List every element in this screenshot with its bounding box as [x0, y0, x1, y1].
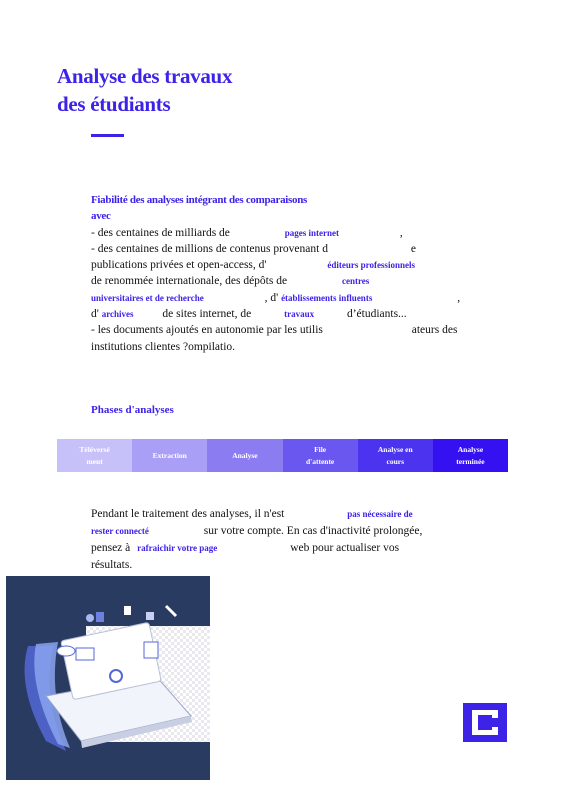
phase-step-queue [283, 439, 358, 472]
phase-label: Analyse [232, 450, 258, 460]
reliability-line-7 [91, 322, 491, 338]
text: sur votre compte. En cas d'inactivité prolongée, [203, 525, 423, 537]
highlight-archives: archives [101, 309, 134, 320]
phase-label: Téléversé [79, 444, 110, 454]
reliability-line-2 [91, 241, 491, 257]
phase-label: Extraction [152, 450, 187, 460]
reliability-line-4 [91, 273, 491, 289]
text: , d' [264, 291, 279, 304]
notice-line-4: résultats. [91, 559, 133, 571]
laptop-study-illustration-icon [6, 576, 210, 780]
phases-progress-bar [57, 439, 508, 472]
reliability-line-8: institutions clientes ?ompilatio. [91, 340, 236, 353]
phases-title: Phases d'analyses [91, 404, 174, 416]
text: de renommée internationale, des dépôts de [91, 275, 288, 288]
reliability-line-5 [91, 290, 491, 306]
phase-label: Analyse en [377, 444, 413, 454]
highlight-etablissements: établissements influents [281, 292, 373, 303]
text: , [457, 291, 461, 304]
phase-step-in-progress [358, 439, 433, 472]
title-line-1: Analyse des travaux [57, 64, 233, 88]
text: e [410, 242, 416, 255]
text: web pour actualiser vos [290, 542, 400, 554]
text: - des centaines de millions de contenus provenant d [91, 242, 328, 255]
reliability-heading-avec: avec [91, 210, 111, 223]
reliability-line-3 [91, 257, 491, 273]
text: publications privées et open-access, d' [91, 259, 267, 272]
highlight-rafraichir: rafraichir votre page [137, 543, 218, 553]
text: ateurs des [411, 324, 458, 337]
highlight-editeurs: éditeurs professionnels [327, 260, 415, 271]
reliability-line-1 [91, 225, 491, 241]
text: , [399, 226, 403, 239]
title-line-2: des étudiants [57, 92, 171, 116]
phase-step-analyse [207, 439, 282, 472]
highlight-pages-internet: pages internet [284, 227, 340, 238]
text: d’étudiants... [346, 308, 407, 321]
text: pensez à [91, 542, 131, 554]
phase-step-extraction [132, 439, 207, 472]
text: de sites internet, de [162, 308, 252, 321]
text: - des centaines de milliards de [91, 226, 230, 239]
highlight-centres: centres [341, 276, 370, 287]
phase-label: terminée [456, 456, 485, 466]
highlight-universitaires: universitaires et de recherche [91, 292, 204, 303]
phase-label: ment [86, 456, 103, 466]
highlight-pas-necessaire: pas nécessaire de [347, 509, 413, 519]
phase-step-done [433, 439, 508, 472]
phase-label: d'attente [305, 456, 335, 466]
reliability-section [91, 192, 491, 355]
page-title [57, 62, 232, 118]
highlight-travaux: travaux [284, 309, 315, 320]
highlight-rester-connecte: rester connecté [91, 526, 149, 536]
text: - les documents ajoutés en autonomie par les utilis [91, 324, 323, 337]
notice-paragraph [91, 506, 471, 574]
phase-label: Analyse [457, 444, 484, 454]
text: d' [91, 308, 99, 321]
phase-step-upload [57, 439, 132, 472]
logo-mark [463, 703, 507, 742]
title-underline [91, 134, 124, 137]
reliability-heading: Fiabilité des analyses intégrant des comparaisons [91, 194, 307, 206]
notice-line-3 [91, 540, 471, 557]
reliability-line-6 [91, 306, 491, 322]
compilatio-logo-icon [463, 703, 507, 742]
phase-label: File [314, 444, 327, 454]
laptop-illustration-graphic [6, 576, 210, 780]
notice-line-1 [91, 506, 471, 523]
phase-label: cours [386, 456, 405, 466]
notice-line-2 [91, 523, 471, 540]
text: Pendant le traitement des analyses, il n'est [91, 508, 285, 520]
